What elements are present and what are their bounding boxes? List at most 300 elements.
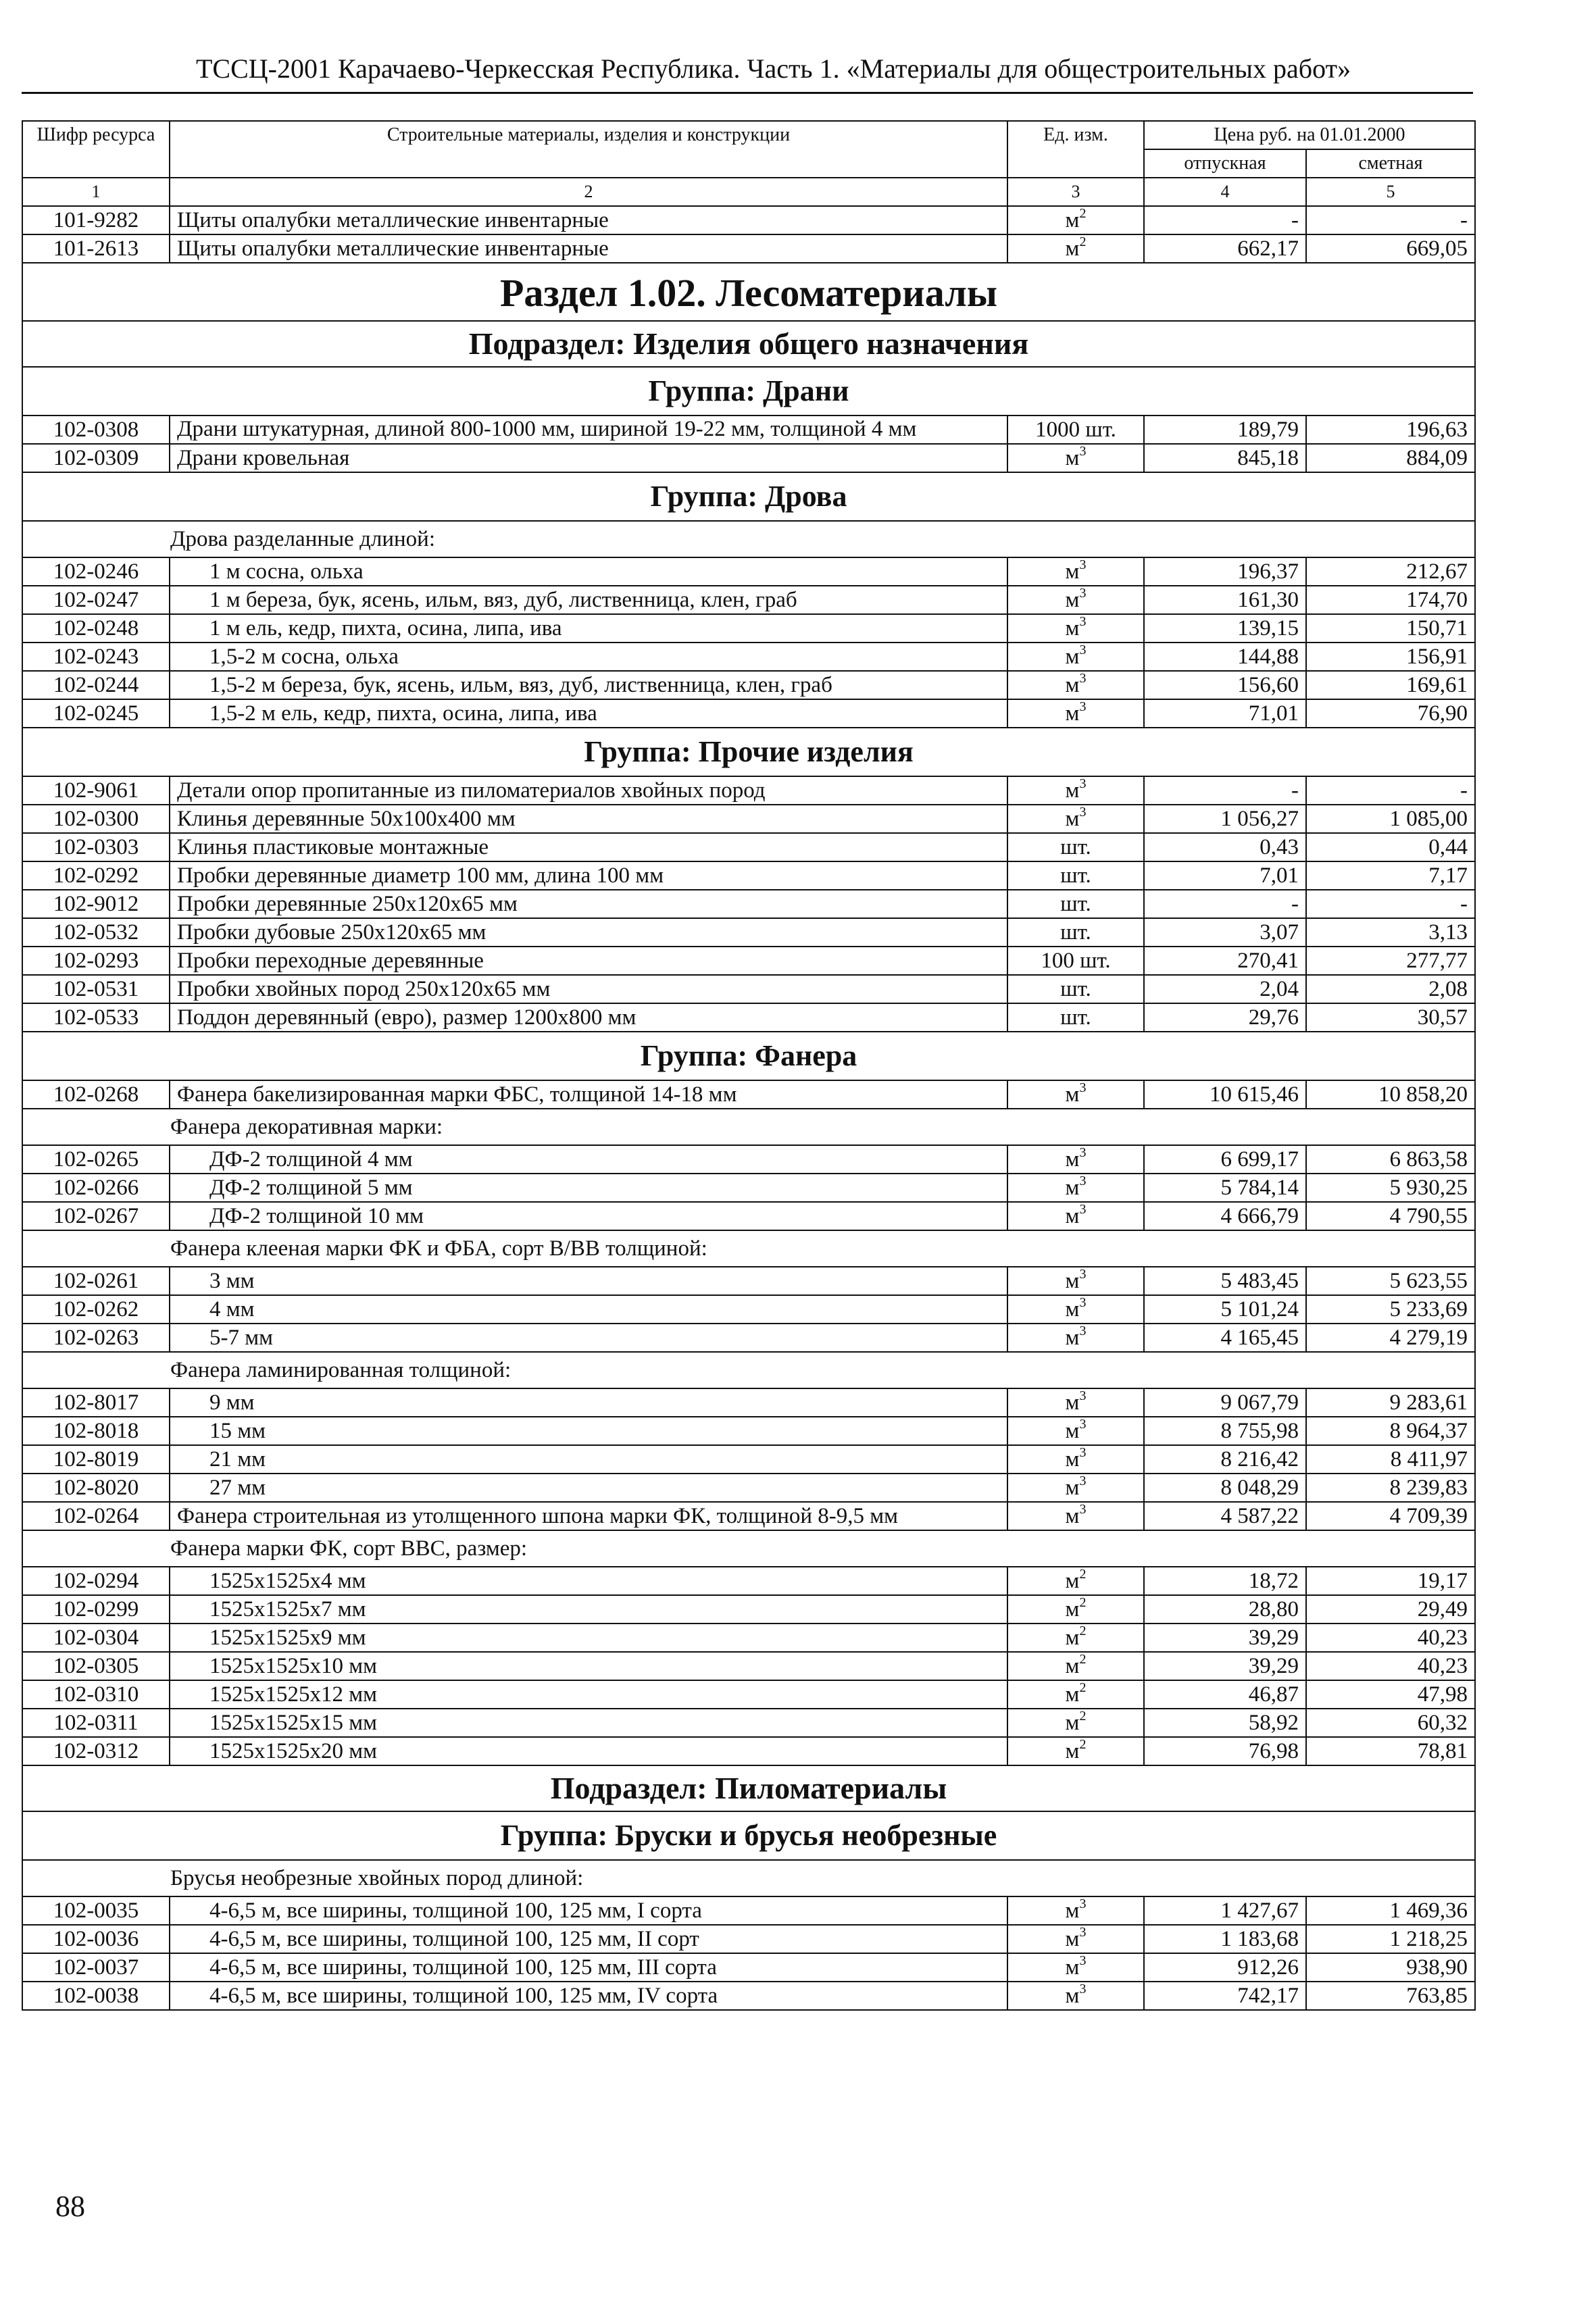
material-name: 9 мм: [170, 1388, 1007, 1417]
table-row: [22, 890, 1475, 918]
table-row: [22, 1445, 1475, 1474]
unit-cell: [1007, 1324, 1144, 1352]
unit-cell: [1007, 416, 1144, 444]
unit-text: м: [1065, 1082, 1080, 1107]
resource-code: 102-0309: [22, 444, 170, 472]
price-release: 46,87: [1144, 1680, 1306, 1709]
table-row: [22, 1896, 1475, 1925]
column-number-row: [22, 178, 1475, 206]
price-release: 161,30: [1144, 586, 1306, 614]
table-row: [22, 586, 1475, 614]
resource-code: 102-8020: [22, 1474, 170, 1502]
note-heading: Брусья необрезные хвойных пород длиной:: [22, 1860, 1475, 1896]
table-header-row: [22, 121, 1475, 149]
price-release: 912,26: [1144, 1953, 1306, 1982]
unit-cell: [1007, 805, 1144, 833]
column-header-unit: Ед. изм.: [1007, 121, 1144, 178]
note-heading-row: [22, 1352, 1475, 1388]
note-heading: Фанера клееная марки ФК и ФБА, сорт В/ВВ толщиной:: [22, 1230, 1475, 1267]
table-row: [22, 1652, 1475, 1680]
table-row: [22, 1624, 1475, 1652]
unit-text: м: [1065, 1955, 1080, 1980]
material-name: 4-6,5 м, все ширины, толщиной 100, 125 мм, III сорта: [170, 1953, 1007, 1982]
unit-cell: [1007, 1080, 1144, 1109]
resource-code: 102-0293: [22, 947, 170, 975]
resource-code: 102-0245: [22, 699, 170, 728]
unit-exponent: 3: [1079, 1295, 1087, 1310]
unit-cell: [1007, 1896, 1144, 1925]
column-header-price-group: Цена руб. на 01.01.2000: [1144, 121, 1475, 149]
unit-text: шт.: [1060, 863, 1091, 888]
price-release: 1 427,67: [1144, 1896, 1306, 1925]
column-number: 1: [22, 178, 170, 206]
table-row: [22, 671, 1475, 699]
price-release: 189,79: [1144, 416, 1306, 444]
table-row: [22, 1680, 1475, 1709]
unit-exponent: 3: [1079, 1953, 1087, 1968]
resource-code: 102-0300: [22, 805, 170, 833]
unit-text: м: [1065, 1654, 1080, 1678]
material-name: 1525х1525х12 мм: [170, 1680, 1007, 1709]
price-estimate: 29,49: [1306, 1595, 1475, 1624]
price-estimate: 4 279,19: [1306, 1324, 1475, 1352]
table-row: [22, 1925, 1475, 1953]
unit-exponent: 2: [1079, 234, 1087, 249]
table-row: [22, 557, 1475, 586]
price-estimate: 7,17: [1306, 861, 1475, 890]
unit-cell: [1007, 1709, 1144, 1737]
table-row: [22, 1174, 1475, 1202]
price-estimate: 40,23: [1306, 1652, 1475, 1680]
price-release: 144,88: [1144, 643, 1306, 671]
resource-code: 102-8018: [22, 1417, 170, 1445]
table-row: [22, 776, 1475, 805]
group-heading: Группа: Прочие изделия: [22, 728, 1475, 776]
unit-text: шт.: [1060, 1005, 1091, 1030]
price-release: 58,92: [1144, 1709, 1306, 1737]
material-name: 1525х1525х7 мм: [170, 1595, 1007, 1624]
material-name: 4 мм: [170, 1295, 1007, 1324]
unit-cell: [1007, 1502, 1144, 1530]
resource-code: 101-2613: [22, 234, 170, 263]
price-estimate: 2,08: [1306, 975, 1475, 1003]
resource-code: 102-9012: [22, 890, 170, 918]
table-row: [22, 1567, 1475, 1595]
price-release: 4 587,22: [1144, 1502, 1306, 1530]
price-estimate: 4 709,39: [1306, 1502, 1475, 1530]
unit-text: м: [1065, 1176, 1080, 1200]
material-name: Клинья деревянные 50х100х400 мм: [170, 805, 1007, 833]
section-heading-row: [22, 263, 1475, 321]
price-estimate: 212,67: [1306, 557, 1475, 586]
group-heading-row: [22, 1811, 1475, 1860]
unit-text: м: [1065, 446, 1080, 470]
unit-exponent: 3: [1079, 1080, 1087, 1095]
resource-code: 102-0262: [22, 1295, 170, 1324]
price-release: 6 699,17: [1144, 1145, 1306, 1174]
unit-cell: [1007, 1388, 1144, 1417]
resource-code: 102-0311: [22, 1709, 170, 1737]
price-estimate: 60,32: [1306, 1709, 1475, 1737]
price-release: 18,72: [1144, 1567, 1306, 1595]
resource-code: 102-0244: [22, 671, 170, 699]
unit-exponent: 2: [1079, 1624, 1087, 1638]
price-release: 39,29: [1144, 1652, 1306, 1680]
table-row: [22, 1595, 1475, 1624]
resource-code: 101-9282: [22, 206, 170, 234]
unit-exponent: 3: [1079, 1267, 1087, 1282]
group-heading: Группа: Дрова: [22, 472, 1475, 521]
note-heading: Фанера марки ФК, сорт ВВС, размер:: [22, 1530, 1475, 1567]
price-release: 270,41: [1144, 947, 1306, 975]
price-estimate: 19,17: [1306, 1567, 1475, 1595]
table-row: [22, 1709, 1475, 1737]
material-name: 1525х1525х9 мм: [170, 1624, 1007, 1652]
unit-cell: [1007, 1417, 1144, 1445]
price-release: -: [1144, 206, 1306, 234]
price-estimate: 3,13: [1306, 918, 1475, 947]
material-name: ДФ-2 толщиной 5 мм: [170, 1174, 1007, 1202]
unit-cell: [1007, 1652, 1144, 1680]
unit-cell: [1007, 234, 1144, 263]
price-estimate: 9 283,61: [1306, 1388, 1475, 1417]
unit-text: м: [1065, 1419, 1080, 1443]
note-heading-row: [22, 521, 1475, 557]
unit-exponent: 3: [1079, 1445, 1087, 1460]
price-release: 196,37: [1144, 557, 1306, 586]
price-estimate: 8 411,97: [1306, 1445, 1475, 1474]
price-estimate: -: [1306, 776, 1475, 805]
price-release: 3,07: [1144, 918, 1306, 947]
material-name: 5-7 мм: [170, 1324, 1007, 1352]
material-name: 1,5-2 м береза, бук, ясень, ильм, вяз, дуб, лиственница, клен, граб: [170, 671, 1007, 699]
price-table: [22, 120, 1476, 2011]
price-release: 76,98: [1144, 1737, 1306, 1765]
unit-cell: [1007, 1003, 1144, 1032]
price-estimate: 156,91: [1306, 643, 1475, 671]
unit-exponent: 3: [1079, 444, 1087, 459]
material-name: Пробки переходные деревянные: [170, 947, 1007, 975]
table-row: [22, 1145, 1475, 1174]
unit-exponent: 3: [1079, 1474, 1087, 1488]
price-release: -: [1144, 776, 1306, 805]
price-release: 8 755,98: [1144, 1417, 1306, 1445]
price-release: 1 183,68: [1144, 1925, 1306, 1953]
column-header-name: Строительные материалы, изделия и конструкции: [170, 121, 1007, 178]
price-release: 5 483,45: [1144, 1267, 1306, 1295]
group-heading-row: [22, 1032, 1475, 1080]
unit-exponent: 3: [1079, 1896, 1087, 1911]
resource-code: 102-0264: [22, 1502, 170, 1530]
material-name: Пробки деревянные диаметр 100 мм, длина 100 мм: [170, 861, 1007, 890]
material-name: ДФ-2 толщиной 4 мм: [170, 1145, 1007, 1174]
resource-code: 102-0038: [22, 1982, 170, 2010]
resource-code: 102-9061: [22, 776, 170, 805]
table-row: [22, 975, 1475, 1003]
table-row: [22, 1737, 1475, 1765]
table-row: [22, 444, 1475, 472]
unit-text: 1000 шт.: [1035, 418, 1116, 442]
material-name: 4-6,5 м, все ширины, толщиной 100, 125 мм, II сорт: [170, 1925, 1007, 1953]
resource-code: 102-8019: [22, 1445, 170, 1474]
price-estimate: 78,81: [1306, 1737, 1475, 1765]
unit-exponent: 3: [1079, 1202, 1087, 1217]
unit-cell: [1007, 671, 1144, 699]
unit-text: м: [1065, 1147, 1080, 1172]
unit-text: м: [1065, 1504, 1080, 1528]
price-release: 71,01: [1144, 699, 1306, 728]
group-heading-row: [22, 728, 1475, 776]
unit-text: м: [1065, 236, 1080, 261]
unit-text: шт.: [1060, 835, 1091, 859]
unit-cell: [1007, 1445, 1144, 1474]
column-number: 5: [1306, 178, 1475, 206]
note-heading-row: [22, 1530, 1475, 1567]
unit-cell: [1007, 861, 1144, 890]
unit-exponent: 3: [1079, 557, 1087, 572]
unit-cell: [1007, 699, 1144, 728]
price-estimate: 40,23: [1306, 1624, 1475, 1652]
unit-text: м: [1065, 616, 1080, 640]
unit-text: м: [1065, 645, 1080, 669]
resource-code: 102-0310: [22, 1680, 170, 1709]
unit-text: шт.: [1060, 977, 1091, 1001]
material-name: 4-6,5 м, все ширины, толщиной 100, 125 мм, IV сорта: [170, 1982, 1007, 2010]
table-row: [22, 1202, 1475, 1230]
price-estimate: 8 964,37: [1306, 1417, 1475, 1445]
table-row: [22, 1502, 1475, 1530]
unit-text: м: [1065, 701, 1080, 726]
material-name: 1,5-2 м ель, кедр, пихта, осина, липа, ива: [170, 699, 1007, 728]
price-release: 139,15: [1144, 614, 1306, 643]
material-name: 21 мм: [170, 1445, 1007, 1474]
column-number: 3: [1007, 178, 1144, 206]
table-row: [22, 206, 1475, 234]
unit-exponent: 3: [1079, 1502, 1087, 1517]
unit-exponent: 3: [1079, 586, 1087, 601]
material-name: Щиты опалубки металлические инвентарные: [170, 234, 1007, 263]
price-estimate: 0,44: [1306, 833, 1475, 861]
subsection-heading: Подраздел: Пиломатериалы: [22, 1765, 1475, 1811]
unit-text: м: [1065, 807, 1080, 831]
unit-text: м: [1065, 1390, 1080, 1415]
table-row: [22, 1982, 1475, 2010]
column-number: 2: [170, 178, 1007, 206]
note-heading: Дрова разделанные длиной:: [22, 521, 1475, 557]
unit-cell: [1007, 1295, 1144, 1324]
note-heading-row: [22, 1860, 1475, 1896]
note-heading-row: [22, 1230, 1475, 1267]
unit-exponent: 3: [1079, 1174, 1087, 1188]
price-estimate: 884,09: [1306, 444, 1475, 472]
material-name: Фанера бакелизированная марки ФБС, толщиной 14-18 мм: [170, 1080, 1007, 1109]
table-row: [22, 1474, 1475, 1502]
table-row: [22, 1417, 1475, 1445]
unit-exponent: 3: [1079, 1982, 1087, 1996]
unit-text: м: [1065, 559, 1080, 584]
price-release: 156,60: [1144, 671, 1306, 699]
resource-code: 102-0268: [22, 1080, 170, 1109]
material-name: 1 м сосна, ольха: [170, 557, 1007, 586]
unit-exponent: 3: [1079, 1388, 1087, 1403]
unit-text: м: [1065, 1269, 1080, 1293]
unit-exponent: 2: [1079, 1680, 1087, 1695]
subsection-heading-row: [22, 1765, 1475, 1811]
unit-text: м: [1065, 1569, 1080, 1593]
price-estimate: 150,71: [1306, 614, 1475, 643]
resource-code: 102-0035: [22, 1896, 170, 1925]
unit-exponent: 3: [1079, 1925, 1087, 1940]
price-estimate: 169,61: [1306, 671, 1475, 699]
table-row: [22, 1080, 1475, 1109]
material-name: 15 мм: [170, 1417, 1007, 1445]
unit-cell: [1007, 1567, 1144, 1595]
price-estimate: 5 233,69: [1306, 1295, 1475, 1324]
unit-text: м: [1065, 1711, 1080, 1735]
price-estimate: -: [1306, 206, 1475, 234]
table-row: [22, 1388, 1475, 1417]
price-estimate: 196,63: [1306, 416, 1475, 444]
unit-text: 100 шт.: [1041, 949, 1111, 973]
price-estimate: -: [1306, 890, 1475, 918]
price-estimate: 47,98: [1306, 1680, 1475, 1709]
unit-cell: [1007, 1680, 1144, 1709]
material-name: 1 м ель, кедр, пихта, осина, липа, ива: [170, 614, 1007, 643]
unit-cell: [1007, 206, 1144, 234]
table-row: [22, 1003, 1475, 1032]
unit-cell: [1007, 1202, 1144, 1230]
table-row: [22, 1953, 1475, 1982]
material-name: Пробки деревянные 250х120х65 мм: [170, 890, 1007, 918]
resource-code: 102-0299: [22, 1595, 170, 1624]
price-release: 10 615,46: [1144, 1080, 1306, 1109]
price-release: 4 165,45: [1144, 1324, 1306, 1352]
price-estimate: 5 930,25: [1306, 1174, 1475, 1202]
price-release: 9 067,79: [1144, 1388, 1306, 1417]
material-name: 1525х1525х15 мм: [170, 1709, 1007, 1737]
group-heading-row: [22, 472, 1475, 521]
price-release: -: [1144, 890, 1306, 918]
resource-code: 102-0037: [22, 1953, 170, 1982]
price-release: 7,01: [1144, 861, 1306, 890]
unit-text: м: [1065, 1476, 1080, 1500]
price-release: 5 101,24: [1144, 1295, 1306, 1324]
resource-code: 102-0531: [22, 975, 170, 1003]
resource-code: 102-0265: [22, 1145, 170, 1174]
price-estimate: 938,90: [1306, 1953, 1475, 1982]
resource-code: 102-0532: [22, 918, 170, 947]
price-release: 2,04: [1144, 975, 1306, 1003]
table-row: [22, 416, 1475, 444]
unit-text: м: [1065, 1326, 1080, 1350]
resource-code: 102-0247: [22, 586, 170, 614]
price-release: 662,17: [1144, 234, 1306, 263]
material-name: Пробки дубовые 250х120х65 мм: [170, 918, 1007, 947]
unit-exponent: 2: [1079, 1709, 1087, 1724]
material-name: 1525х1525х20 мм: [170, 1737, 1007, 1765]
unit-exponent: 3: [1079, 1324, 1087, 1338]
table-row: [22, 643, 1475, 671]
subsection-heading-row: [22, 321, 1475, 367]
unit-exponent: 2: [1079, 206, 1087, 221]
unit-cell: [1007, 1595, 1144, 1624]
group-heading-row: [22, 367, 1475, 416]
unit-text: м: [1065, 1297, 1080, 1322]
group-heading: Группа: Драни: [22, 367, 1475, 416]
resource-code: 102-0533: [22, 1003, 170, 1032]
unit-exponent: 2: [1079, 1737, 1087, 1752]
unit-cell: [1007, 1624, 1144, 1652]
resource-code: 102-0267: [22, 1202, 170, 1230]
subsection-heading: Подраздел: Изделия общего назначения: [22, 321, 1475, 367]
material-name: 4-6,5 м, все ширины, толщиной 100, 125 мм, I сорта: [170, 1896, 1007, 1925]
price-release: 5 784,14: [1144, 1174, 1306, 1202]
price-estimate: 8 239,83: [1306, 1474, 1475, 1502]
resource-code: 102-0036: [22, 1925, 170, 1953]
resource-code: 102-0305: [22, 1652, 170, 1680]
resource-code: 102-0246: [22, 557, 170, 586]
table-row: [22, 947, 1475, 975]
unit-cell: [1007, 833, 1144, 861]
table-row: [22, 861, 1475, 890]
unit-cell: [1007, 1925, 1144, 1953]
price-release: 28,80: [1144, 1595, 1306, 1624]
unit-exponent: 2: [1079, 1595, 1087, 1610]
group-heading: Группа: Бруски и брусья необрезные: [22, 1811, 1475, 1860]
unit-cell: [1007, 1474, 1144, 1502]
price-estimate: 277,77: [1306, 947, 1475, 975]
price-release: 0,43: [1144, 833, 1306, 861]
unit-exponent: 2: [1079, 1567, 1087, 1582]
resource-code: 102-0304: [22, 1624, 170, 1652]
unit-cell: [1007, 1953, 1144, 1982]
resource-code: 102-0248: [22, 614, 170, 643]
resource-code: 102-0261: [22, 1267, 170, 1295]
resource-code: 102-0303: [22, 833, 170, 861]
unit-text: м: [1065, 673, 1080, 697]
material-name: Поддон деревянный (евро), размер 1200х800 мм: [170, 1003, 1007, 1032]
section-heading: Раздел 1.02. Лесоматериалы: [22, 263, 1475, 321]
price-release: 1 056,27: [1144, 805, 1306, 833]
unit-exponent: 3: [1079, 776, 1087, 791]
unit-cell: [1007, 1982, 1144, 2010]
material-name: Драни штукатурная, длиной 800-1000 мм, шириной 19-22 мм, толщиной 4 мм: [170, 416, 1007, 444]
price-release: 39,29: [1144, 1624, 1306, 1652]
table-row: [22, 805, 1475, 833]
price-estimate: 1 469,36: [1306, 1896, 1475, 1925]
material-name: Щиты опалубки металлические инвентарные: [170, 206, 1007, 234]
price-estimate: 1 085,00: [1306, 805, 1475, 833]
unit-text: шт.: [1060, 892, 1091, 916]
unit-cell: [1007, 614, 1144, 643]
material-name: Пробки хвойных пород 250х120х65 мм: [170, 975, 1007, 1003]
price-estimate: 5 623,55: [1306, 1267, 1475, 1295]
price-release: 8 216,42: [1144, 1445, 1306, 1474]
resource-code: 102-0312: [22, 1737, 170, 1765]
page-header-title: ТССЦ-2001 Карачаево-Черкесская Республика. Часть 1. «Материалы для общестроительных работ»: [196, 53, 1351, 84]
price-release: 4 666,79: [1144, 1202, 1306, 1230]
unit-exponent: 3: [1079, 805, 1087, 820]
material-name: 27 мм: [170, 1474, 1007, 1502]
table-row: [22, 1324, 1475, 1352]
material-name: Драни кровельная: [170, 444, 1007, 472]
unit-exponent: 2: [1079, 1652, 1087, 1667]
unit-text: м: [1065, 778, 1080, 803]
material-name: 3 мм: [170, 1267, 1007, 1295]
price-release: 742,17: [1144, 1982, 1306, 2010]
table-row: [22, 833, 1475, 861]
unit-text: м: [1065, 1682, 1080, 1707]
